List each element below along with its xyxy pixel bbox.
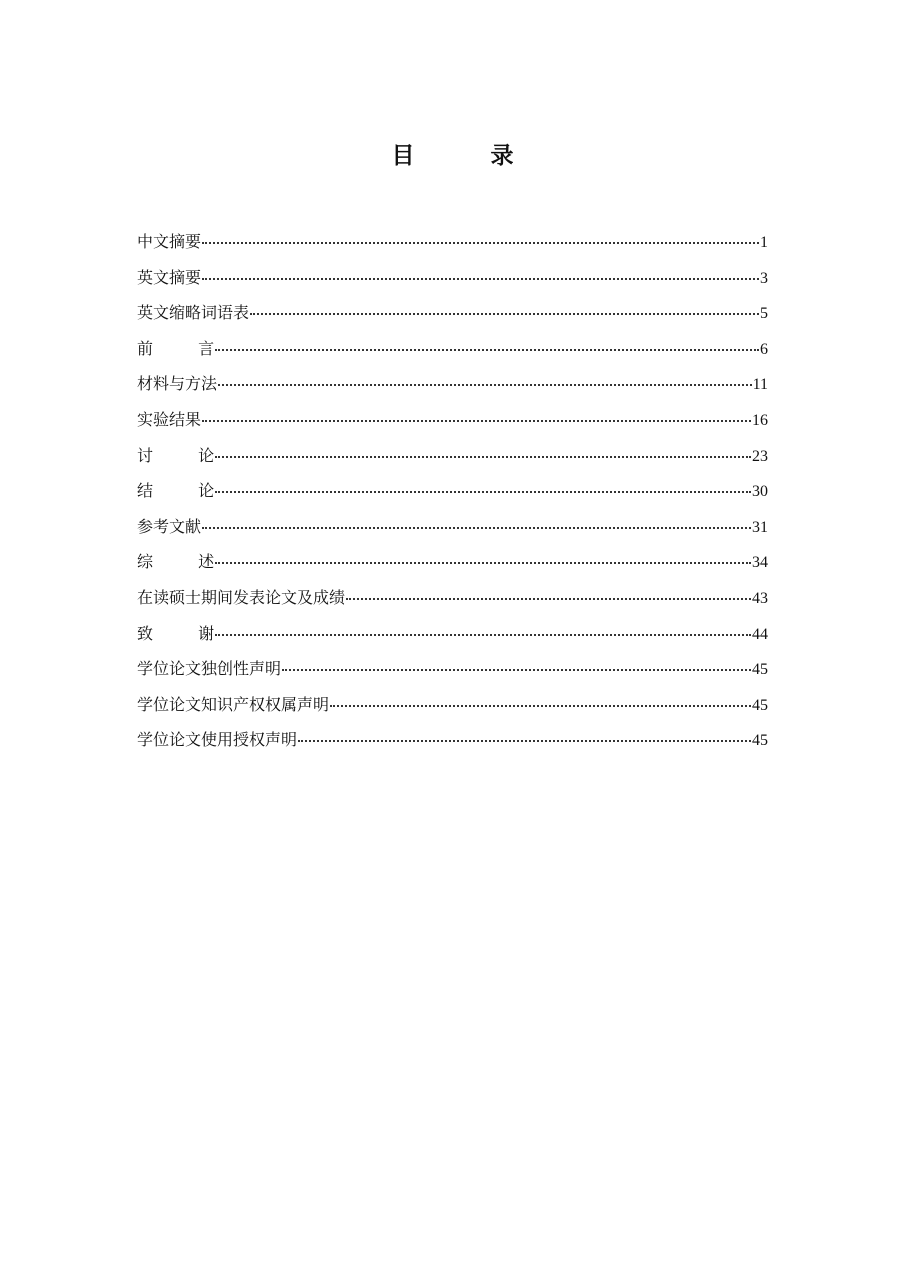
toc-entry-page-number: 16: [752, 411, 768, 429]
toc-dot-leader: [202, 268, 759, 280]
toc-dot-leader: [250, 303, 759, 315]
toc-entry-page-number: 3: [760, 269, 768, 287]
toc-entry-label: 在读硕士期间发表论文及成绩: [137, 587, 346, 607]
toc-entry-page-number: 44: [752, 625, 768, 643]
toc-entry[interactable]: [137, 404, 768, 440]
toc-dot-leader: [298, 730, 751, 742]
toc-entry-page-number: 11: [752, 376, 768, 394]
toc-entry-page-number: 6: [760, 340, 768, 358]
toc-dot-leader: [215, 339, 759, 351]
toc-dot-leader: [215, 481, 751, 493]
toc-entry-label: 致 谢: [137, 623, 235, 643]
toc-entry-page-number: 45: [752, 696, 768, 714]
toc-dot-leader: [202, 517, 751, 529]
toc-entry[interactable]: [137, 297, 768, 333]
toc-dot-leader: [346, 588, 751, 600]
toc-entry-label: 结 论: [137, 481, 235, 501]
toc-entry[interactable]: [137, 653, 768, 689]
toc-entry-label: 材料与方法: [137, 374, 218, 394]
toc-entry-page-number: 31: [752, 518, 768, 536]
toc-entry-page-number: 34: [752, 554, 768, 572]
toc-entry-label: 中文摘要: [137, 232, 202, 251]
toc-entry-label: 实验结果: [137, 409, 202, 429]
toc-entry-label: 学位论文知识产权权属声明: [137, 694, 330, 714]
toc-entry-label: 前 言: [137, 338, 235, 358]
toc-entry-label: 参考文献: [137, 516, 202, 536]
toc-entry-page-number: 1: [760, 234, 768, 251]
toc-entry-label: 学位论文使用授权声明: [137, 730, 298, 750]
toc-entry[interactable]: [137, 475, 768, 511]
toc-entry[interactable]: [137, 618, 768, 654]
toc-dot-leader: [218, 374, 752, 386]
toc-entry-label: 学位论文独创性声明: [137, 659, 282, 679]
toc-entry[interactable]: [137, 724, 768, 760]
toc-dot-leader: [202, 410, 751, 422]
toc-entry[interactable]: [137, 262, 768, 298]
toc-entry[interactable]: [137, 226, 768, 262]
toc-dot-leader: [215, 624, 751, 636]
toc-entry[interactable]: [137, 368, 768, 404]
toc-entry-page-number: 23: [752, 447, 768, 465]
toc-entry[interactable]: [137, 440, 768, 476]
toc-entry[interactable]: [137, 689, 768, 725]
toc-entry-label: 讨 论: [137, 445, 235, 465]
toc-entry-page-number: 30: [752, 483, 768, 501]
toc-dot-leader: [215, 552, 751, 564]
toc-entry[interactable]: [137, 582, 768, 618]
toc-entry[interactable]: [137, 511, 768, 547]
toc-list: [137, 226, 768, 760]
toc-dot-leader: [282, 659, 751, 671]
toc-dot-leader: [202, 232, 759, 244]
toc-entry[interactable]: [137, 546, 768, 582]
toc-entry[interactable]: [137, 333, 768, 369]
toc-dot-leader: [215, 446, 751, 458]
toc-entry-page-number: 5: [760, 305, 768, 323]
toc-dot-leader: [330, 695, 751, 707]
toc-entry-label: 综 述: [137, 552, 235, 572]
toc-entry-label: 英文缩略词语表: [137, 303, 250, 323]
toc-entry-page-number: 45: [752, 732, 768, 750]
toc-entry-page-number: 43: [752, 589, 768, 607]
toc-title: 目 录: [391, 143, 548, 169]
toc-entry-label: 英文摘要: [137, 267, 202, 287]
toc-entry-page-number: 45: [752, 661, 768, 679]
